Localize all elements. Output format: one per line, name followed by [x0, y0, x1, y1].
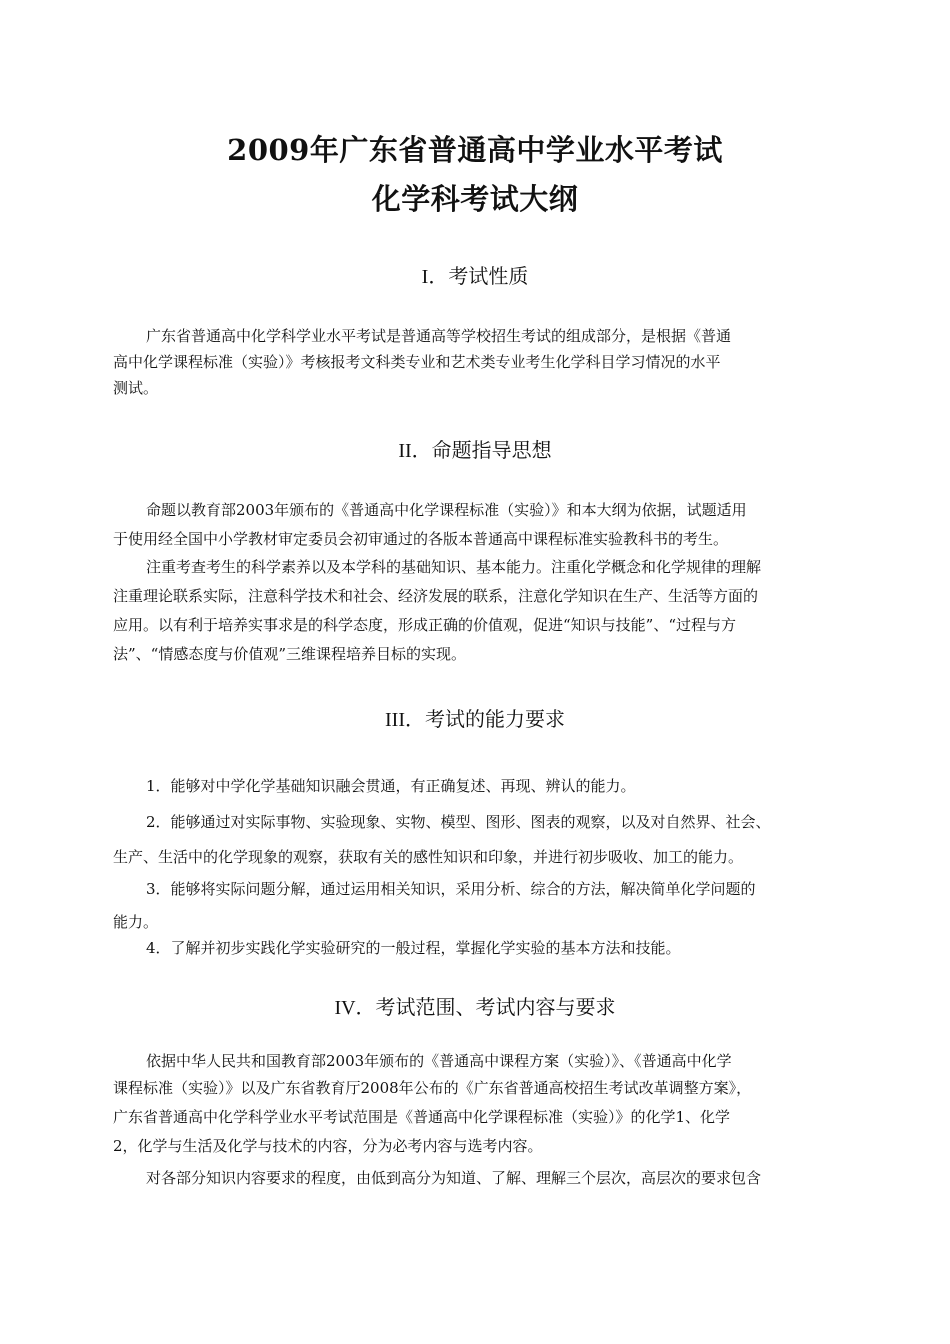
- section-heading-1: [0, 262, 950, 291]
- paragraph-line: 广东省普通高中化学科学业水平考试范围是《普通高中化学课程标准（实验）》的化学1、化学: [113, 1108, 731, 1126]
- document-title: 2009年广东省普通高中学业水平考试: [227, 133, 723, 167]
- section-heading-3: [0, 705, 950, 734]
- paragraph-line: 依据中华人民共和国教育部2003年颁布的《普通高中课程方案（实验）》、《普通高中化学: [146, 1052, 732, 1070]
- section-title: 考试范围、考试内容与要求: [375, 995, 616, 1019]
- document-subtitle: 化学科考试大纲: [371, 182, 579, 216]
- section-number: IV．: [334, 997, 376, 1019]
- paragraph-line: 广东省普通高中化学科学业水平考试是普通高等学校招生考试的组成部分，是根据《普通: [146, 327, 732, 345]
- section-number: II．: [398, 440, 432, 462]
- section-number: III．: [385, 709, 425, 731]
- paragraph-line: 命题以教育部2003年颁布的《普通高中化学课程标准（实验）》和本大纲为依据，试题适用: [146, 501, 747, 519]
- section-heading-4: [0, 993, 950, 1022]
- section-title: 考试的能力要求: [424, 707, 565, 731]
- section-title: 命题指导思想: [431, 438, 552, 462]
- paragraph-line: 法”、“情感态度与价值观”三维课程培养目标的实现。: [113, 645, 467, 663]
- section-number: I．: [421, 266, 449, 288]
- list-item-continuation: 能力。: [113, 913, 159, 931]
- paragraph-line: 课程标准（实验）》以及广东省教育厅2008年公布的《广东省普通高校招生考试改革调整方案》，: [113, 1079, 752, 1097]
- list-item: 3．能够将实际问题分解，通过运用相关知识，采用分析、综合的方法，解决简单化学问题的: [146, 880, 756, 898]
- paragraph-line: 2，化学与生活及化学与技术的内容，分为必考内容与选考内容。: [113, 1137, 543, 1155]
- section-heading-2: [0, 436, 950, 465]
- list-item: 2．能够通过对实际事物、实验现象、实物、模型、图形、图表的观察，以及对自然界、社会、: [146, 813, 771, 831]
- paragraph-line: 于使用经全国中小学教材审定委员会初审通过的各版本普通高中课程标准实验教科书的考生。: [113, 530, 729, 548]
- list-item: 1．能够对中学化学基础知识融会贯通，有正确复述、再现、辨认的能力。: [146, 777, 636, 795]
- paragraph-line: 注重考查考生的科学素养以及本学科的基础知识、基本能力。注重化学概念和化学规律的理解: [146, 558, 762, 576]
- paragraph-line: 注重理论联系实际，注意科学技术和社会、经济发展的联系，注意化学知识在生产、生活等方面的: [113, 587, 759, 605]
- paragraph-line: 测试。: [113, 379, 159, 397]
- list-item: 4．了解并初步实践化学实验研究的一般过程，掌握化学实验的基本方法和技能。: [146, 939, 681, 957]
- paragraph-line: 应用。以有利于培养实事求是的科学态度，形成正确的价值观，促进“知识与技能”、“过程与方: [113, 616, 737, 634]
- paragraph-line: 高中化学课程标准（实验）》考核报考文科类专业和艺术类专业考生化学科目学习情况的水平: [113, 353, 721, 371]
- list-item-continuation: 生产、生活中的化学现象的观察，获取有关的感性知识和印象，并进行初步吸收、加工的能力。: [113, 848, 744, 866]
- paragraph-line: 对各部分知识内容要求的程度，由低到高分为知道、了解、理解三个层次，高层次的要求包含: [146, 1169, 762, 1187]
- section-title: 考试性质: [448, 264, 529, 288]
